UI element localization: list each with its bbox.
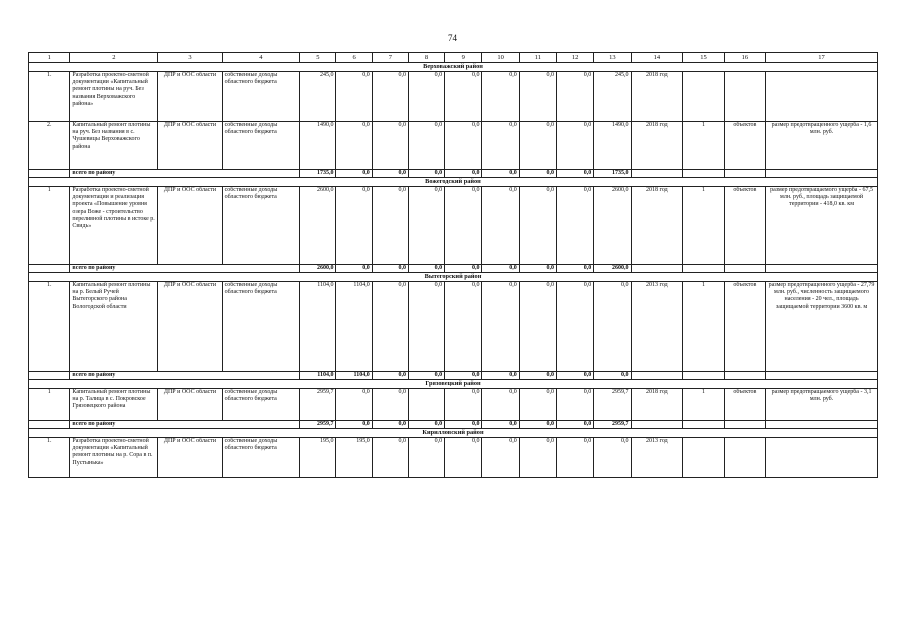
- total-c13: 2959,7: [594, 421, 631, 429]
- district-name: Кирилловский район: [29, 429, 878, 438]
- total-c6: 0,0: [336, 170, 372, 178]
- expected-result: [766, 438, 878, 478]
- total-c8: 0,0: [408, 265, 444, 273]
- district-total-row: [29, 170, 878, 178]
- quantity: 1: [683, 122, 724, 170]
- column-number: 15: [683, 53, 724, 63]
- amount-c11: 0,0: [519, 389, 556, 421]
- column-number-row: [29, 53, 878, 63]
- total-label: всего по району: [70, 372, 300, 380]
- district-header-row: [29, 178, 878, 187]
- amount-c12: 0,0: [556, 282, 593, 372]
- amount-c6: 1104,0: [336, 282, 372, 372]
- amount-c13: 1490,0: [594, 122, 631, 170]
- column-number: 9: [445, 53, 482, 63]
- amount-c11: 0,0: [519, 122, 556, 170]
- amount-c11: 0,0: [519, 187, 556, 265]
- amount-c7: 0,0: [372, 122, 408, 170]
- total-c8: 0,0: [408, 170, 444, 178]
- amount-c11: 0,0: [519, 282, 556, 372]
- quantity: [683, 72, 724, 122]
- total-c11: 0,0: [519, 372, 556, 380]
- total-c6: 0,0: [336, 421, 372, 429]
- funding-source: собственные доходы областного бюджета: [222, 187, 300, 265]
- amount-c10: 0,0: [482, 187, 519, 265]
- amount-c10: 0,0: [482, 122, 519, 170]
- amount-c6: 0,0: [336, 187, 372, 265]
- amount-c7: 0,0: [372, 389, 408, 421]
- quantity: 1: [683, 282, 724, 372]
- total-c12: 0,0: [556, 421, 593, 429]
- funding-source: собственные доходы областного бюджета: [222, 389, 300, 421]
- empty-cell: [724, 170, 765, 178]
- total-c11: 0,0: [519, 265, 556, 273]
- program-table: [28, 52, 878, 478]
- total-c9: 0,0: [445, 421, 482, 429]
- empty-cell: [29, 265, 70, 273]
- total-c13: 0,0: [594, 372, 631, 380]
- empty-cell: [766, 170, 878, 178]
- total-c5: 1104,0: [300, 372, 336, 380]
- empty-cell: [683, 421, 724, 429]
- completion-year: 2018 год: [631, 122, 683, 170]
- empty-cell: [29, 372, 70, 380]
- total-label: всего по району: [70, 265, 300, 273]
- amount-c7: 0,0: [372, 72, 408, 122]
- table-row: [29, 187, 878, 265]
- completion-year: 2018 год: [631, 187, 683, 265]
- unit: объектов: [724, 282, 765, 372]
- empty-cell: [631, 170, 683, 178]
- executor: ДПР и ООС области: [158, 282, 222, 372]
- total-c5: 1735,0: [300, 170, 336, 178]
- amount-c5: 1490,0: [300, 122, 336, 170]
- district-header-row: [29, 429, 878, 438]
- column-number: 6: [336, 53, 372, 63]
- amount-c6: 0,0: [336, 72, 372, 122]
- amount-c5: 2600,0: [300, 187, 336, 265]
- executor: ДПР и ООС области: [158, 187, 222, 265]
- total-c10: 0,0: [482, 421, 519, 429]
- amount-c8: [408, 389, 444, 421]
- unit: [724, 72, 765, 122]
- completion-year: 2013 год: [631, 438, 683, 478]
- table-row: [29, 72, 878, 122]
- amount-c13: 0,0: [594, 282, 631, 372]
- amount-c12: 0,0: [556, 187, 593, 265]
- total-c8: 0,0: [408, 421, 444, 429]
- total-c13: 1735,0: [594, 170, 631, 178]
- amount-c10: 0,0: [482, 282, 519, 372]
- empty-cell: [631, 421, 683, 429]
- activity-name: Разработка проектно-сметной документации «Капитальный ремонт плотины на р. Сора в п. Пустынька»: [70, 438, 158, 478]
- column-number: 3: [158, 53, 222, 63]
- completion-year: 2018 год: [631, 72, 683, 122]
- district-name: Грязовецкий район: [29, 380, 878, 389]
- unit: объектов: [724, 122, 765, 170]
- district-name: Вытегорский район: [29, 273, 878, 282]
- total-c6: 1104,0: [336, 372, 372, 380]
- amount-c5: 1104,0: [300, 282, 336, 372]
- table-row: [29, 122, 878, 170]
- total-c7: 0,0: [372, 421, 408, 429]
- amount-c10: 0,0: [482, 438, 519, 478]
- empty-cell: [766, 421, 878, 429]
- column-number: 10: [482, 53, 519, 63]
- district-name: Верховажский район: [29, 63, 878, 72]
- district-total-row: [29, 372, 878, 380]
- amount-c7: 0,0: [372, 187, 408, 265]
- amount-c12: 0,0: [556, 389, 593, 421]
- amount-c9: 0,0: [445, 438, 482, 478]
- district-header-row: [29, 63, 878, 72]
- amount-c11: 0,0: [519, 72, 556, 122]
- table-row: [29, 438, 878, 478]
- amount-c8: 0,0: [408, 122, 444, 170]
- total-label: всего по району: [70, 421, 300, 429]
- activity-name: Капитальный ремонт плотины на руч. Без названия в с. Чушевицы Верховажского района: [70, 122, 158, 170]
- amount-c8: 0,0: [408, 282, 444, 372]
- amount-c12: 0,0: [556, 122, 593, 170]
- column-number: 5: [300, 53, 336, 63]
- column-number: 13: [594, 53, 631, 63]
- column-number: 4: [222, 53, 300, 63]
- total-c7: 0,0: [372, 265, 408, 273]
- row-number: 1.: [29, 72, 70, 122]
- page-number: 74: [448, 33, 457, 43]
- empty-cell: [724, 421, 765, 429]
- column-number: 8: [408, 53, 444, 63]
- empty-cell: [29, 421, 70, 429]
- amount-c11: 0,0: [519, 438, 556, 478]
- activity-name: Капитальный ремонт плотины на р. Белый Ручей Вытегорского района Вологодской области: [70, 282, 158, 372]
- amount-c7: 0,0: [372, 438, 408, 478]
- expected-result: [766, 72, 878, 122]
- total-c12: 0,0: [556, 265, 593, 273]
- amount-c8: 0,0: [408, 72, 444, 122]
- district-total-row: [29, 421, 878, 429]
- activity-name: Разработка проектно-сметной документации «Капитальный ремонт плотины на руч. Без названия Верховажского района»: [70, 72, 158, 122]
- activity-name: Разработка проектно-сметной документации и реализация проекта «Повышение уровня озера Воже - строительство переливной плотины в истоке р. Свидь»: [70, 187, 158, 265]
- total-c10: 0,0: [482, 265, 519, 273]
- total-c7: 0,0: [372, 170, 408, 178]
- total-c9: 0,0: [445, 372, 482, 380]
- amount-c5: 195,0: [300, 438, 336, 478]
- total-c5: 2600,0: [300, 265, 336, 273]
- amount-c9: 0,0: [445, 122, 482, 170]
- executor: ДПР и ООС области: [158, 438, 222, 478]
- expected-result: размер предотвращенного ущерба - 27,79 млн. руб., численность защищаемого населения - 20 чел., площадь защищаемой территории 3600 кв. м: [766, 282, 878, 372]
- empty-cell: [631, 372, 683, 380]
- amount-c12: 0,0: [556, 438, 593, 478]
- unit: объектов: [724, 389, 765, 421]
- column-number: 17: [766, 53, 878, 63]
- amount-c13: 2600,0: [594, 187, 631, 265]
- total-c10: 0,0: [482, 372, 519, 380]
- total-c9: 0,0: [445, 170, 482, 178]
- executor: ДПР и ООС области: [158, 122, 222, 170]
- expected-result: размер предотвращаемого ущерба - 3,1 млн. руб.: [766, 389, 878, 421]
- amount-c10: 0,0: [482, 72, 519, 122]
- empty-cell: [29, 170, 70, 178]
- quantity: 1: [683, 187, 724, 265]
- column-number: 12: [556, 53, 593, 63]
- total-c6: 0,0: [336, 265, 372, 273]
- executor: ДПР и ООС области: [158, 72, 222, 122]
- empty-cell: [766, 265, 878, 273]
- amount-c8: 0,0: [408, 187, 444, 265]
- amount-c9: 0,0: [445, 389, 482, 421]
- empty-cell: [683, 372, 724, 380]
- empty-cell: [631, 265, 683, 273]
- total-c11: 0,0: [519, 170, 556, 178]
- amount-c6: 0,0: [336, 389, 372, 421]
- row-number: 1: [29, 187, 70, 265]
- amount-c5: 2959,7: [300, 389, 336, 421]
- amount-c8: 0,0: [408, 438, 444, 478]
- total-c12: 0,0: [556, 372, 593, 380]
- district-name: Вожегодский район: [29, 178, 878, 187]
- total-c12: 0,0: [556, 170, 593, 178]
- completion-year: 2013 год: [631, 282, 683, 372]
- empty-cell: [683, 170, 724, 178]
- amount-c5: 245,0: [300, 72, 336, 122]
- amount-c9: 0,0: [445, 187, 482, 265]
- table-row: [29, 389, 878, 421]
- funding-source: собственные доходы областного бюджета: [222, 72, 300, 122]
- column-number: 2: [70, 53, 158, 63]
- unit: объектов: [724, 187, 765, 265]
- amount-c12: 0,0: [556, 72, 593, 122]
- funding-source: собственные доходы областного бюджета: [222, 282, 300, 372]
- expected-result: размер предотвращаемого ущерба - 67,5 млн. руб., площадь защищаемой территории - 418,0 кв. км: [766, 187, 878, 265]
- total-c11: 0,0: [519, 421, 556, 429]
- row-number: 2.: [29, 122, 70, 170]
- total-label: всего по району: [70, 170, 300, 178]
- district-total-row: [29, 265, 878, 273]
- column-number: 14: [631, 53, 683, 63]
- total-c7: 0,0: [372, 372, 408, 380]
- amount-c9: 0,0: [445, 72, 482, 122]
- total-c10: 0,0: [482, 170, 519, 178]
- amount-c13: 245,0: [594, 72, 631, 122]
- column-number: 7: [372, 53, 408, 63]
- funding-source: собственные доходы областного бюджета: [222, 438, 300, 478]
- expected-result: размер предотвращенного ущерба - 1,6 млн. руб.: [766, 122, 878, 170]
- amount-c13: 2959,7: [594, 389, 631, 421]
- funding-source: собственные доходы областного бюджета: [222, 122, 300, 170]
- table-row: [29, 282, 878, 372]
- amount-c9: 0,0: [445, 282, 482, 372]
- district-header-row: [29, 273, 878, 282]
- amount-c6: 0,0: [336, 122, 372, 170]
- column-number: 16: [724, 53, 765, 63]
- activity-name: Капитальный ремонт плотины на р. Талица в с. Покровское Грязовецкого района: [70, 389, 158, 421]
- amount-c7: 0,0: [372, 282, 408, 372]
- amount-c13: 0,0: [594, 438, 631, 478]
- unit: [724, 438, 765, 478]
- quantity: [683, 438, 724, 478]
- empty-cell: [724, 372, 765, 380]
- completion-year: 2018 год: [631, 389, 683, 421]
- row-number: 1.: [29, 438, 70, 478]
- quantity: 1: [683, 389, 724, 421]
- column-number: 1: [29, 53, 70, 63]
- executor: ДПР и ООС области: [158, 389, 222, 421]
- amount-c10: 0,0: [482, 389, 519, 421]
- column-number: 11: [519, 53, 556, 63]
- amount-c6: 195,0: [336, 438, 372, 478]
- empty-cell: [766, 372, 878, 380]
- district-header-row: [29, 380, 878, 389]
- total-c5: 2959,7: [300, 421, 336, 429]
- total-c8: 0,0: [408, 372, 444, 380]
- row-number: 1: [29, 389, 70, 421]
- total-c13: 2600,0: [594, 265, 631, 273]
- total-c9: 0,0: [445, 265, 482, 273]
- row-number: 1.: [29, 282, 70, 372]
- empty-cell: [683, 265, 724, 273]
- empty-cell: [724, 265, 765, 273]
